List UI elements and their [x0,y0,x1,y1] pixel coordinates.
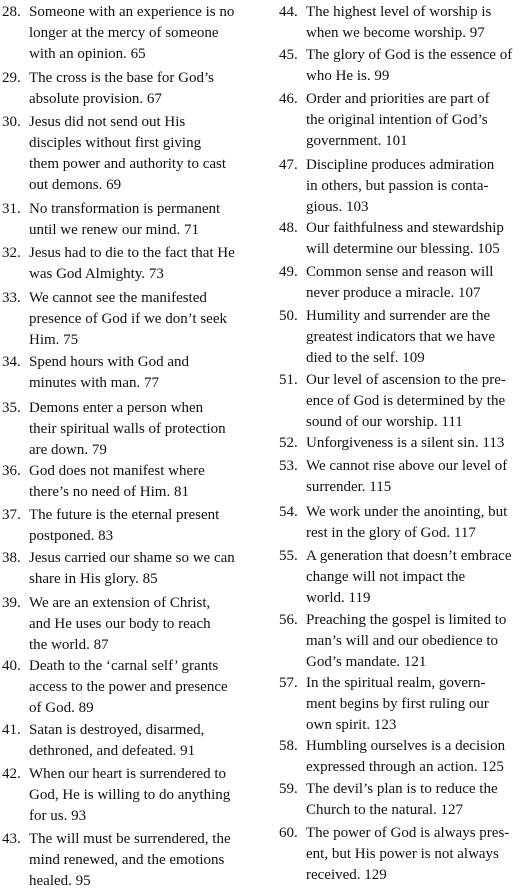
item-text-line: with an opinion. 65 [29,46,146,62]
item-text-line: The highest level of worship is [306,4,492,20]
list-item [279,370,525,433]
list-item [2,505,254,547]
list-item [2,352,254,394]
list-item [2,656,254,719]
list-item [2,461,254,503]
item-text-line: change will not impact the [306,569,466,585]
list-item [2,2,254,65]
item-text-line: The will must be surrendered, the [29,831,231,847]
item-number: 38. [2,550,21,566]
item-text-line: We cannot rise above our level of [306,458,508,474]
list-item [2,243,254,285]
item-text-line: rest in the glory of God. 117 [306,525,476,541]
item-text [306,89,525,152]
item-text [306,45,525,87]
item-number: 52. [279,435,298,451]
item-text [29,548,254,590]
item-number: 31. [2,201,21,217]
list-item [2,68,254,110]
item-text-line: world. 119 [306,590,371,606]
item-number: 44. [279,4,298,20]
item-text-line: Demons enter a person when [29,400,204,416]
item-text [29,112,254,196]
item-number: 60. [279,825,298,841]
item-text-line: government. 101 [306,133,408,149]
item-number: 56. [279,612,298,628]
list-item [279,306,525,369]
item-text [29,829,254,892]
item-text [29,593,254,656]
item-text-line: dethroned, and defeated. 91 [29,743,196,759]
item-text-line: Humility and surrender are the [306,308,491,324]
item-text-line: God, He is willing to do anything [29,787,231,803]
item-text-line: Jesus had to die to the fact that He [29,245,235,261]
item-number: 43. [2,831,21,847]
item-text-line: and He uses our body to reach [29,616,211,632]
item-text-line: mind renewed, and the emotions [29,852,225,868]
item-text-line: The power of God is always pres- [306,825,510,841]
item-text-line: The devil’s plan is to reduce the [306,781,498,797]
item-text-line: Preaching the gospel is limited to [306,612,507,628]
item-text-line: God does not manifest where [29,463,205,479]
item-text-line: Our level of ascension to the pre- [306,372,506,388]
item-number: 46. [279,91,298,107]
item-text [306,736,525,778]
item-text-line: sound of our worship. 111 [306,414,463,430]
item-text-line: until we renew our mind. 71 [29,222,199,238]
item-text-line: Common sense and reason will [306,264,494,280]
item-text-line: of God. 89 [29,700,94,716]
item-text-line: the original intention of God’s [306,112,488,128]
item-text-line: access to the power and presence [29,679,228,695]
item-number: 39. [2,595,21,611]
item-text-line: No transformation is permanent [29,201,221,217]
list-item [2,764,254,827]
item-number: 47. [279,157,298,173]
item-text [29,656,254,719]
item-number: 45. [279,47,298,63]
item-text [306,155,525,218]
item-number: 33. [2,290,21,306]
item-text [306,779,525,821]
item-number: 42. [2,766,21,782]
item-number: 37. [2,507,21,523]
item-text-line: Death to the ‘carnal self’ grants [29,658,219,674]
item-text-line: Humbling ourselves is a decision [306,738,506,754]
item-text-line: surrender. 115 [306,479,392,495]
item-text-line: are down. 79 [29,442,107,458]
item-text-line: The glory of God is the essence of [306,47,513,63]
item-text-line: greatest indicators that we have [306,329,496,345]
item-number: 32. [2,245,21,261]
item-text-line: Discipline produces admiration [306,157,495,173]
list-item [279,45,525,87]
list-item [2,593,254,656]
item-number: 40. [2,658,21,674]
item-text-line: them power and authority to cast [29,156,227,172]
item-text [29,288,254,351]
item-text-line: Unforgiveness is a silent sin. 113 [306,435,505,451]
item-text-line: in others, but passion is conta- [306,178,489,194]
item-text-line: own spirit. 123 [306,717,397,733]
item-text [306,823,525,886]
item-number: 58. [279,738,298,754]
list-item [279,673,525,736]
item-text-line: ment begins by first ruling our [306,696,489,712]
item-text-line: We cannot see the manifested [29,290,207,306]
item-text-line: A generation that doesn’t embrace [306,548,512,564]
item-text-line: ence of God is determined by the [306,393,506,409]
item-text [29,398,254,461]
item-text-line: healed. 95 [29,873,91,889]
item-number: 36. [2,463,21,479]
item-text-line: Order and priorities are part of [306,91,490,107]
item-number: 29. [2,70,21,86]
item-text-line: Jesus carried our shame so we can [29,550,235,566]
item-text-line: man’s will and our obedience to [306,633,499,649]
item-text-line: Spend hours with God and [29,354,189,370]
item-number: 53. [279,458,298,474]
item-text [306,546,525,609]
item-text [29,352,254,394]
item-number: 55. [279,548,298,564]
item-text [29,764,254,827]
item-text [306,262,525,304]
list-item [2,398,254,461]
item-number: 59. [279,781,298,797]
item-text-line: Satan is destroyed, disarmed, [29,722,205,738]
list-item [279,89,525,152]
item-number: 50. [279,308,298,324]
list-item [279,456,525,498]
list-item [2,548,254,590]
item-text [29,505,254,547]
list-item [2,199,254,241]
item-text-line: We are an extension of Christ, [29,595,211,611]
item-text-line: minutes with man. 77 [29,375,159,391]
list-item [279,262,525,304]
item-text-line: was God Almighty. 73 [29,266,164,282]
item-text [29,461,254,503]
item-text [306,433,525,454]
item-text-line: Jesus did not send out His [29,114,186,130]
item-text [306,502,525,544]
item-text-line: God’s mandate. 121 [306,654,427,670]
list-item [279,2,525,44]
item-number: 49. [279,264,298,280]
item-text-line: for us. 93 [29,808,87,824]
item-text [29,243,254,285]
list-item [279,779,525,821]
item-text-line: The cross is the base for God’s [29,70,214,86]
item-text [306,456,525,498]
item-number: 48. [279,220,298,236]
item-text-line: Church to the natural. 127 [306,802,464,818]
item-text [306,2,525,44]
item-number: 57. [279,675,298,691]
item-text-line: ent, but His power is not always [306,846,499,862]
item-number: 34. [2,354,21,370]
item-text-line: the world. 87 [29,637,109,653]
item-number: 35. [2,400,21,416]
list-item [279,823,525,886]
item-text [306,673,525,736]
item-text [306,610,525,673]
item-text-line: who He is. 99 [306,68,390,84]
item-text-line: there’s no need of Him. 81 [29,484,189,500]
item-text [306,218,525,260]
item-text-line: will determine our blessing. 105 [306,241,500,257]
item-text-line: presence of God if we don’t seek [29,311,227,327]
item-text-line: When our heart is surrendered to [29,766,227,782]
list-item [279,155,525,218]
list-item [279,218,525,260]
item-text-line: In the spiritual realm, govern- [306,675,486,691]
item-text-line: Him. 75 [29,332,79,348]
item-text-line: longer at the mercy of someone [29,25,219,41]
item-number: 41. [2,722,21,738]
item-text-line: received. 129 [306,867,387,883]
list-item [279,546,525,609]
list-item [2,720,254,762]
list-item [2,112,254,196]
item-text [29,199,254,241]
item-text-line: postponed. 83 [29,528,114,544]
item-text [29,2,254,65]
item-text-line: expressed through an action. 125 [306,759,504,775]
list-item [279,502,525,544]
item-text-line: share in His glory. 85 [29,571,158,587]
list-item [2,288,254,351]
item-text-line: Our faithfulness and stewardship [306,220,504,236]
item-text [306,370,525,433]
item-text-line: disciples without first giving [29,135,202,151]
list-item [279,610,525,673]
list-item [2,829,254,892]
item-number: 28. [2,4,21,20]
item-text-line: gious. 103 [306,199,369,215]
item-text-line: Someone with an experience is no [29,4,235,20]
list-item [279,433,525,454]
item-text-line: when we become worship. 97 [306,25,485,41]
item-text [29,68,254,110]
item-text [29,720,254,762]
item-text-line: We work under the anointing, but [306,504,508,520]
item-text-line: died to the self. 109 [306,350,425,366]
item-text-line: never produce a miracle. 107 [306,285,481,301]
item-text-line: absolute provision. 67 [29,91,162,107]
item-number: 30. [2,114,21,130]
item-text-line: their spiritual walls of protection [29,421,226,437]
list-item [279,736,525,778]
item-text-line: out demons. 69 [29,177,122,193]
item-number: 51. [279,372,298,388]
item-text-line: The future is the eternal present [29,507,220,523]
item-number: 54. [279,504,298,520]
item-text [306,306,525,369]
